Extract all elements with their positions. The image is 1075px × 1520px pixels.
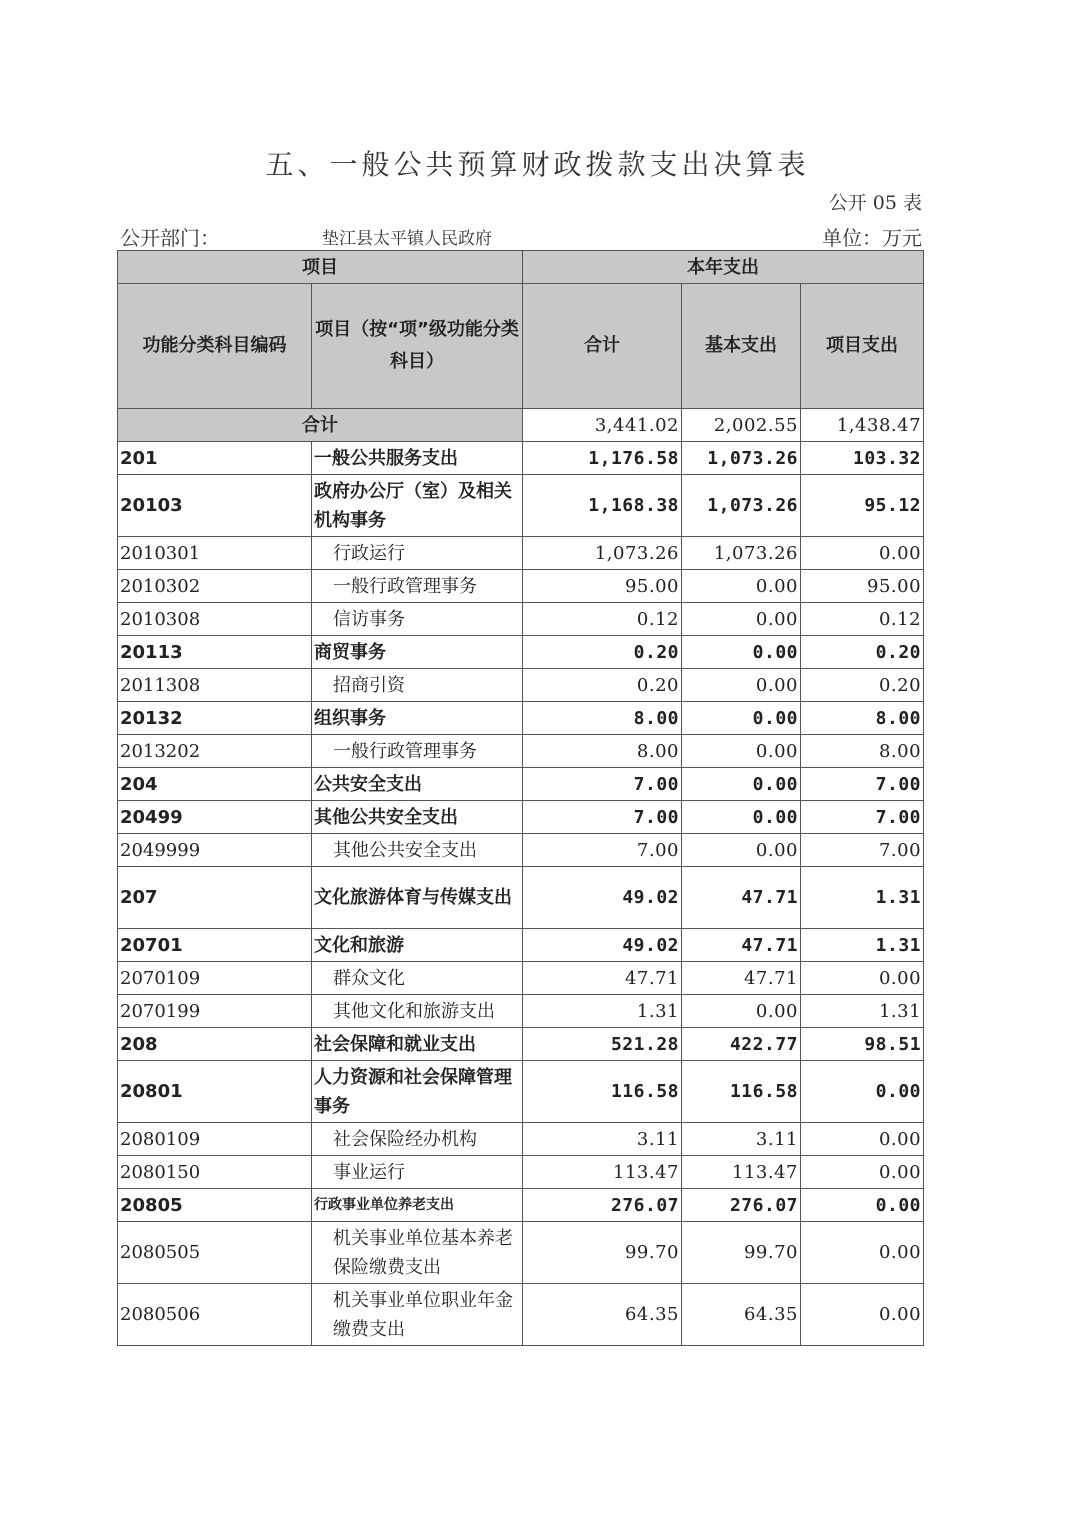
table-row: [118, 1222, 924, 1284]
row-name: 信访事务: [312, 603, 523, 636]
row-total: 113.47: [523, 1156, 682, 1189]
row-name: 商贸事务: [312, 636, 523, 669]
row-basic: 0.00: [682, 801, 801, 834]
table-row: [118, 801, 924, 834]
row-code: 2013202: [118, 735, 312, 768]
row-total: 49.02: [523, 929, 682, 962]
row-code: 2010308: [118, 603, 312, 636]
row-name: 公共安全支出: [312, 768, 523, 801]
row-name: 机关事业单位基本养老保险缴费支出: [312, 1222, 523, 1284]
row-code: 2080109: [118, 1123, 312, 1156]
row-project: 0.12: [801, 603, 924, 636]
row-code: 2070199: [118, 995, 312, 1028]
row-project: 98.51: [801, 1028, 924, 1061]
row-code: 2010301: [118, 537, 312, 570]
row-basic: 99.70: [682, 1222, 801, 1284]
header-name: 项目（按“项”级功能分类科目）: [312, 284, 523, 409]
row-code: 20103: [118, 475, 312, 537]
row-project: 1.31: [801, 995, 924, 1028]
row-name: 招商引资: [312, 669, 523, 702]
table-row: [118, 1123, 924, 1156]
row-total: 49.02: [523, 867, 682, 929]
row-name: 行政运行: [312, 537, 523, 570]
row-name: 事业运行: [312, 1156, 523, 1189]
row-project: 1.31: [801, 929, 924, 962]
row-name: 人力资源和社会保障管理事务: [312, 1061, 523, 1123]
row-total: 116.58: [523, 1061, 682, 1123]
total-basic: 2,002.55: [682, 409, 801, 442]
row-project: 95.12: [801, 475, 924, 537]
table-row: [118, 962, 924, 995]
row-total: 521.28: [523, 1028, 682, 1061]
row-code: 20113: [118, 636, 312, 669]
row-total: 8.00: [523, 702, 682, 735]
header-project-expense: 项目支出: [801, 284, 924, 409]
table-row: [118, 1156, 924, 1189]
row-code: 204: [118, 768, 312, 801]
header-total: 合计: [523, 284, 682, 409]
row-project: 1.31: [801, 867, 924, 929]
row-basic: 47.71: [682, 929, 801, 962]
page-title: 五、一般公共预算财政拨款支出决算表: [265, 148, 810, 181]
row-total: 1.31: [523, 995, 682, 1028]
table-row: [118, 867, 924, 929]
row-project: 8.00: [801, 735, 924, 768]
header-project: 项目: [118, 251, 523, 284]
row-project: 0.00: [801, 1156, 924, 1189]
row-code: 2010302: [118, 570, 312, 603]
row-basic: 1,073.26: [682, 537, 801, 570]
row-total: 47.71: [523, 962, 682, 995]
row-project: 8.00: [801, 702, 924, 735]
row-project: 0.00: [801, 1123, 924, 1156]
row-total: 7.00: [523, 801, 682, 834]
table-row: [118, 995, 924, 1028]
row-name: 群众文化: [312, 962, 523, 995]
row-code: 20701: [118, 929, 312, 962]
row-basic: 116.58: [682, 1061, 801, 1123]
table-row: [118, 603, 924, 636]
row-project: 0.20: [801, 669, 924, 702]
row-basic: 1,073.26: [682, 442, 801, 475]
row-basic: 0.00: [682, 702, 801, 735]
table-row: [118, 1284, 924, 1346]
row-basic: 422.77: [682, 1028, 801, 1061]
row-project: 0.20: [801, 636, 924, 669]
row-name: 其他公共安全支出: [312, 834, 523, 867]
row-basic: 64.35: [682, 1284, 801, 1346]
row-code: 20132: [118, 702, 312, 735]
row-total: 1,168.38: [523, 475, 682, 537]
row-name: 政府办公厅（室）及相关机构事务: [312, 475, 523, 537]
total-sum: 3,441.02: [523, 409, 682, 442]
header-code: 功能分类科目编码: [118, 284, 312, 409]
row-code: 2080505: [118, 1222, 312, 1284]
row-basic: 0.00: [682, 768, 801, 801]
row-code: 2011308: [118, 669, 312, 702]
row-basic: 0.00: [682, 669, 801, 702]
row-project: 0.00: [801, 1284, 924, 1346]
row-basic: 0.00: [682, 570, 801, 603]
table-row: [118, 929, 924, 962]
row-basic: 0.00: [682, 834, 801, 867]
row-code: 20499: [118, 801, 312, 834]
row-name: 组织事务: [312, 702, 523, 735]
row-project: 0.00: [801, 1061, 924, 1123]
unit-label: 单位：万元: [822, 226, 922, 250]
table-row: [118, 442, 924, 475]
total-row: [118, 409, 924, 442]
row-name: 一般公共服务支出: [312, 442, 523, 475]
row-project: 0.00: [801, 962, 924, 995]
row-project: 0.00: [801, 1222, 924, 1284]
row-name: 一般行政管理事务: [312, 570, 523, 603]
row-project: 0.00: [801, 1189, 924, 1222]
row-basic: 0.00: [682, 995, 801, 1028]
table-row: [118, 834, 924, 867]
row-code: 208: [118, 1028, 312, 1061]
header-basic: 基本支出: [682, 284, 801, 409]
table-row: [118, 768, 924, 801]
table-row: [118, 1061, 924, 1123]
row-basic: 0.00: [682, 636, 801, 669]
row-code: 2070109: [118, 962, 312, 995]
total-project: 1,438.47: [801, 409, 924, 442]
table-row: [118, 537, 924, 570]
row-total: 8.00: [523, 735, 682, 768]
row-total: 7.00: [523, 768, 682, 801]
row-basic: 1,073.26: [682, 475, 801, 537]
row-total: 0.20: [523, 636, 682, 669]
row-code: 207: [118, 867, 312, 929]
row-project: 7.00: [801, 768, 924, 801]
table-row: [118, 735, 924, 768]
row-basic: 47.71: [682, 867, 801, 929]
department-label: 公开部门：: [120, 226, 220, 250]
row-project: 103.32: [801, 442, 924, 475]
row-total: 1,073.26: [523, 537, 682, 570]
row-name: 机关事业单位职业年金缴费支出: [312, 1284, 523, 1346]
row-total: 276.07: [523, 1189, 682, 1222]
table-row: [118, 669, 924, 702]
department-name: 垫江县太平镇人民政府: [322, 229, 492, 249]
row-total: 64.35: [523, 1284, 682, 1346]
row-name: 其他公共安全支出: [312, 801, 523, 834]
row-total: 7.00: [523, 834, 682, 867]
row-name: 文化和旅游: [312, 929, 523, 962]
row-name: 社会保险经办机构: [312, 1123, 523, 1156]
table-row: [118, 475, 924, 537]
header-current-year: 本年支出: [523, 251, 924, 284]
row-basic: 47.71: [682, 962, 801, 995]
table-row: [118, 570, 924, 603]
row-basic: 0.00: [682, 735, 801, 768]
row-total: 1,176.58: [523, 442, 682, 475]
row-code: 20805: [118, 1189, 312, 1222]
row-project: 7.00: [801, 834, 924, 867]
row-project: 95.00: [801, 570, 924, 603]
row-name: 社会保障和就业支出: [312, 1028, 523, 1061]
row-total: 99.70: [523, 1222, 682, 1284]
row-name: 文化旅游体育与传媒支出: [312, 867, 523, 929]
row-basic: 3.11: [682, 1123, 801, 1156]
row-code: 2080506: [118, 1284, 312, 1346]
total-label: 合计: [118, 409, 523, 442]
table-row: [118, 1189, 924, 1222]
row-basic: 276.07: [682, 1189, 801, 1222]
table-row: [118, 1028, 924, 1061]
table-row: [118, 702, 924, 735]
row-code: 2049999: [118, 834, 312, 867]
row-basic: 0.00: [682, 603, 801, 636]
row-code: 2080150: [118, 1156, 312, 1189]
row-name: 其他文化和旅游支出: [312, 995, 523, 1028]
row-total: 0.20: [523, 669, 682, 702]
form-number: 公开 05 表: [828, 192, 922, 214]
row-total: 0.12: [523, 603, 682, 636]
table-row: [118, 636, 924, 669]
row-code: 20801: [118, 1061, 312, 1123]
row-total: 95.00: [523, 570, 682, 603]
row-total: 3.11: [523, 1123, 682, 1156]
row-name: 一般行政管理事务: [312, 735, 523, 768]
row-project: 7.00: [801, 801, 924, 834]
row-project: 0.00: [801, 537, 924, 570]
row-basic: 113.47: [682, 1156, 801, 1189]
expenditure-table: [117, 250, 924, 1346]
row-code: 201: [118, 442, 312, 475]
row-name: 行政事业单位养老支出: [312, 1189, 523, 1222]
